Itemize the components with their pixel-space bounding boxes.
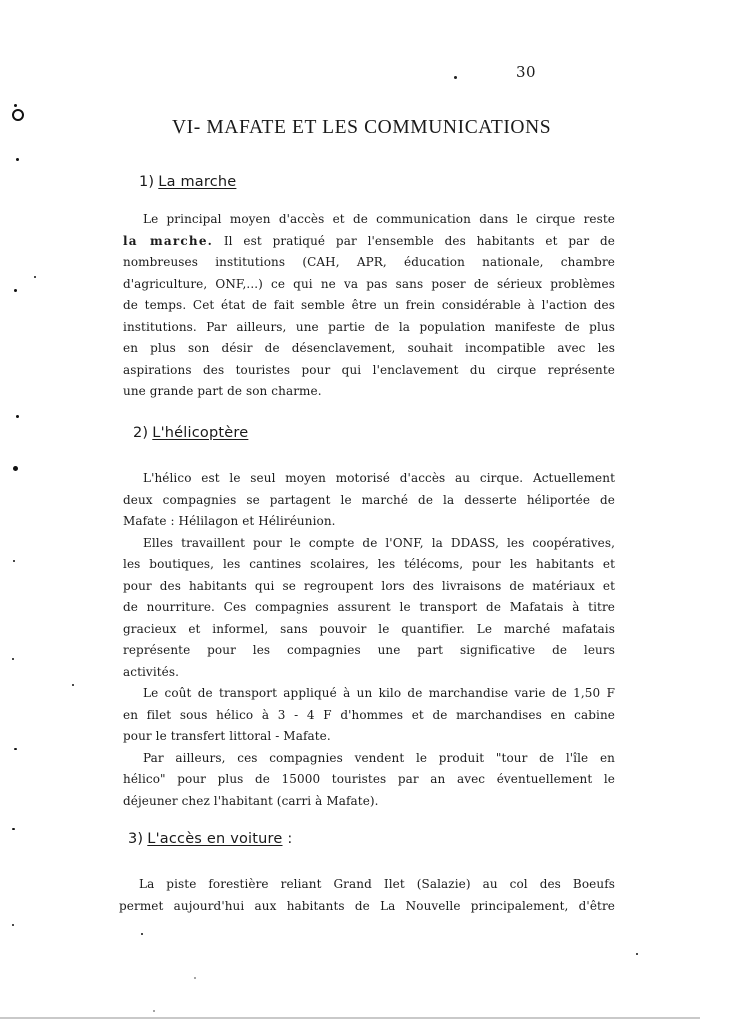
scan-speck <box>13 466 18 471</box>
text-line: Mafate : Hélilagon et Héliréunion. <box>123 514 336 528</box>
section-heading-la-marche <box>139 174 236 190</box>
text-line: Elles travaillent pour le compte de l'ONF, la DDASS, les coopératives, <box>143 535 615 550</box>
text-line: deux compagnies se partagent le marché de la desserte héliportée de <box>123 492 615 507</box>
scan-speck <box>12 924 14 926</box>
section-title: L'hélicoptère <box>152 425 249 441</box>
text-line: les boutiques, les cantines scolaires, les télécoms, pour les habitants et <box>123 557 615 571</box>
scan-speck <box>153 1010 155 1012</box>
section-title: La marche <box>158 174 237 190</box>
section-heading-acces-voiture <box>128 831 292 847</box>
scan-speck <box>454 76 457 79</box>
scan-speck <box>141 933 143 935</box>
text-line: La piste forestière reliant Grand Ilet (Salazie) au col des Boeufs <box>139 877 615 891</box>
text-run: Il est pratiqué par l'ensemble des habitants et par de <box>213 233 615 248</box>
scan-speck <box>72 684 74 686</box>
section-number: 2) <box>133 425 149 441</box>
text-line: d'agriculture, ONF,...) ce qui ne va pas sans poser de sérieux problèmes <box>123 276 615 291</box>
chapter-title: VI- MAFATE ET LES COMMUNICATIONS <box>172 117 552 138</box>
scan-speck <box>13 560 15 562</box>
text-line: en plus son désir de désenclavement, souhait incompatible avec les <box>123 341 615 355</box>
text-line: en filet sous hélico à 3 - 4 F d'hommes et de marchandises en cabine <box>123 707 615 722</box>
text-line: hélico" pour plus de 15000 touristes par an avec éventuellement le <box>123 772 615 786</box>
scan-speck <box>12 658 14 660</box>
section-number: 1) <box>139 174 155 190</box>
scan-speck <box>16 158 19 161</box>
text-line: institutions. Par ailleurs, une partie de la population manifeste de plus <box>123 319 615 334</box>
scan-speck <box>14 748 17 750</box>
text-line: pour le transfert littoral - Mafate. <box>123 729 331 743</box>
text-line: activités. <box>123 664 180 679</box>
text-line: une grande part de son charme. <box>123 384 322 398</box>
text-line: permet aujourd'hui aux habitants de La Nouvelle principalement, d'être <box>119 898 615 913</box>
paragraph-helicoptere <box>123 468 615 812</box>
scan-speck <box>14 104 17 107</box>
text-line <box>123 231 615 253</box>
paragraph-la-marche <box>123 209 615 403</box>
scan-bottom-edge <box>0 1017 700 1019</box>
page-number: 30 <box>516 63 537 81</box>
text-line: Le principal moyen d'accès et de communication dans le cirque reste <box>143 212 615 226</box>
emphasis-text: la marche. <box>123 233 214 248</box>
section-suffix: : <box>282 831 293 847</box>
text-line: de nourriture. Ces compagnies assurent le transport de Mafatais à titre <box>123 600 615 614</box>
text-line: L'hélico est le seul moyen motorisé d'accès au cirque. Actuellement <box>143 471 615 485</box>
scan-speck <box>12 828 15 830</box>
text-line: nombreuses institutions (CAH, APR, éducation nationale, chambre <box>123 255 615 269</box>
text-line: gracieux et informel, sans pouvoir le quantifier. Le marché mafatais <box>123 621 615 636</box>
text-line: pour des habitants qui se regroupent lors des livraisons de matériaux et <box>123 578 615 593</box>
scan-speck <box>636 953 638 955</box>
binding-hole-mark <box>12 109 24 121</box>
text-line: Par ailleurs, ces compagnies vendent le produit "tour de l'île en <box>143 750 615 765</box>
section-number: 3) <box>128 831 144 847</box>
section-heading-helicoptere <box>133 425 248 441</box>
text-line: aspirations des touristes pour qui l'enclavement du cirque représente <box>123 362 615 377</box>
scan-speck <box>14 289 17 292</box>
text-line: représente pour les compagnies une part significative de leurs <box>123 643 615 657</box>
scan-speck <box>34 276 36 278</box>
section-title: L'accès en voiture <box>147 831 283 847</box>
paragraph-acces-voiture <box>119 874 615 917</box>
text-line: Le coût de transport appliqué à un kilo de marchandise varie de 1,50 F <box>143 686 615 700</box>
text-line: déjeuner chez l'habitant (carri à Mafate). <box>123 793 379 808</box>
scan-speck <box>16 415 19 418</box>
scan-speck <box>194 977 196 979</box>
text-line: de temps. Cet état de fait semble être un frein considérable à l'action des <box>123 298 615 312</box>
